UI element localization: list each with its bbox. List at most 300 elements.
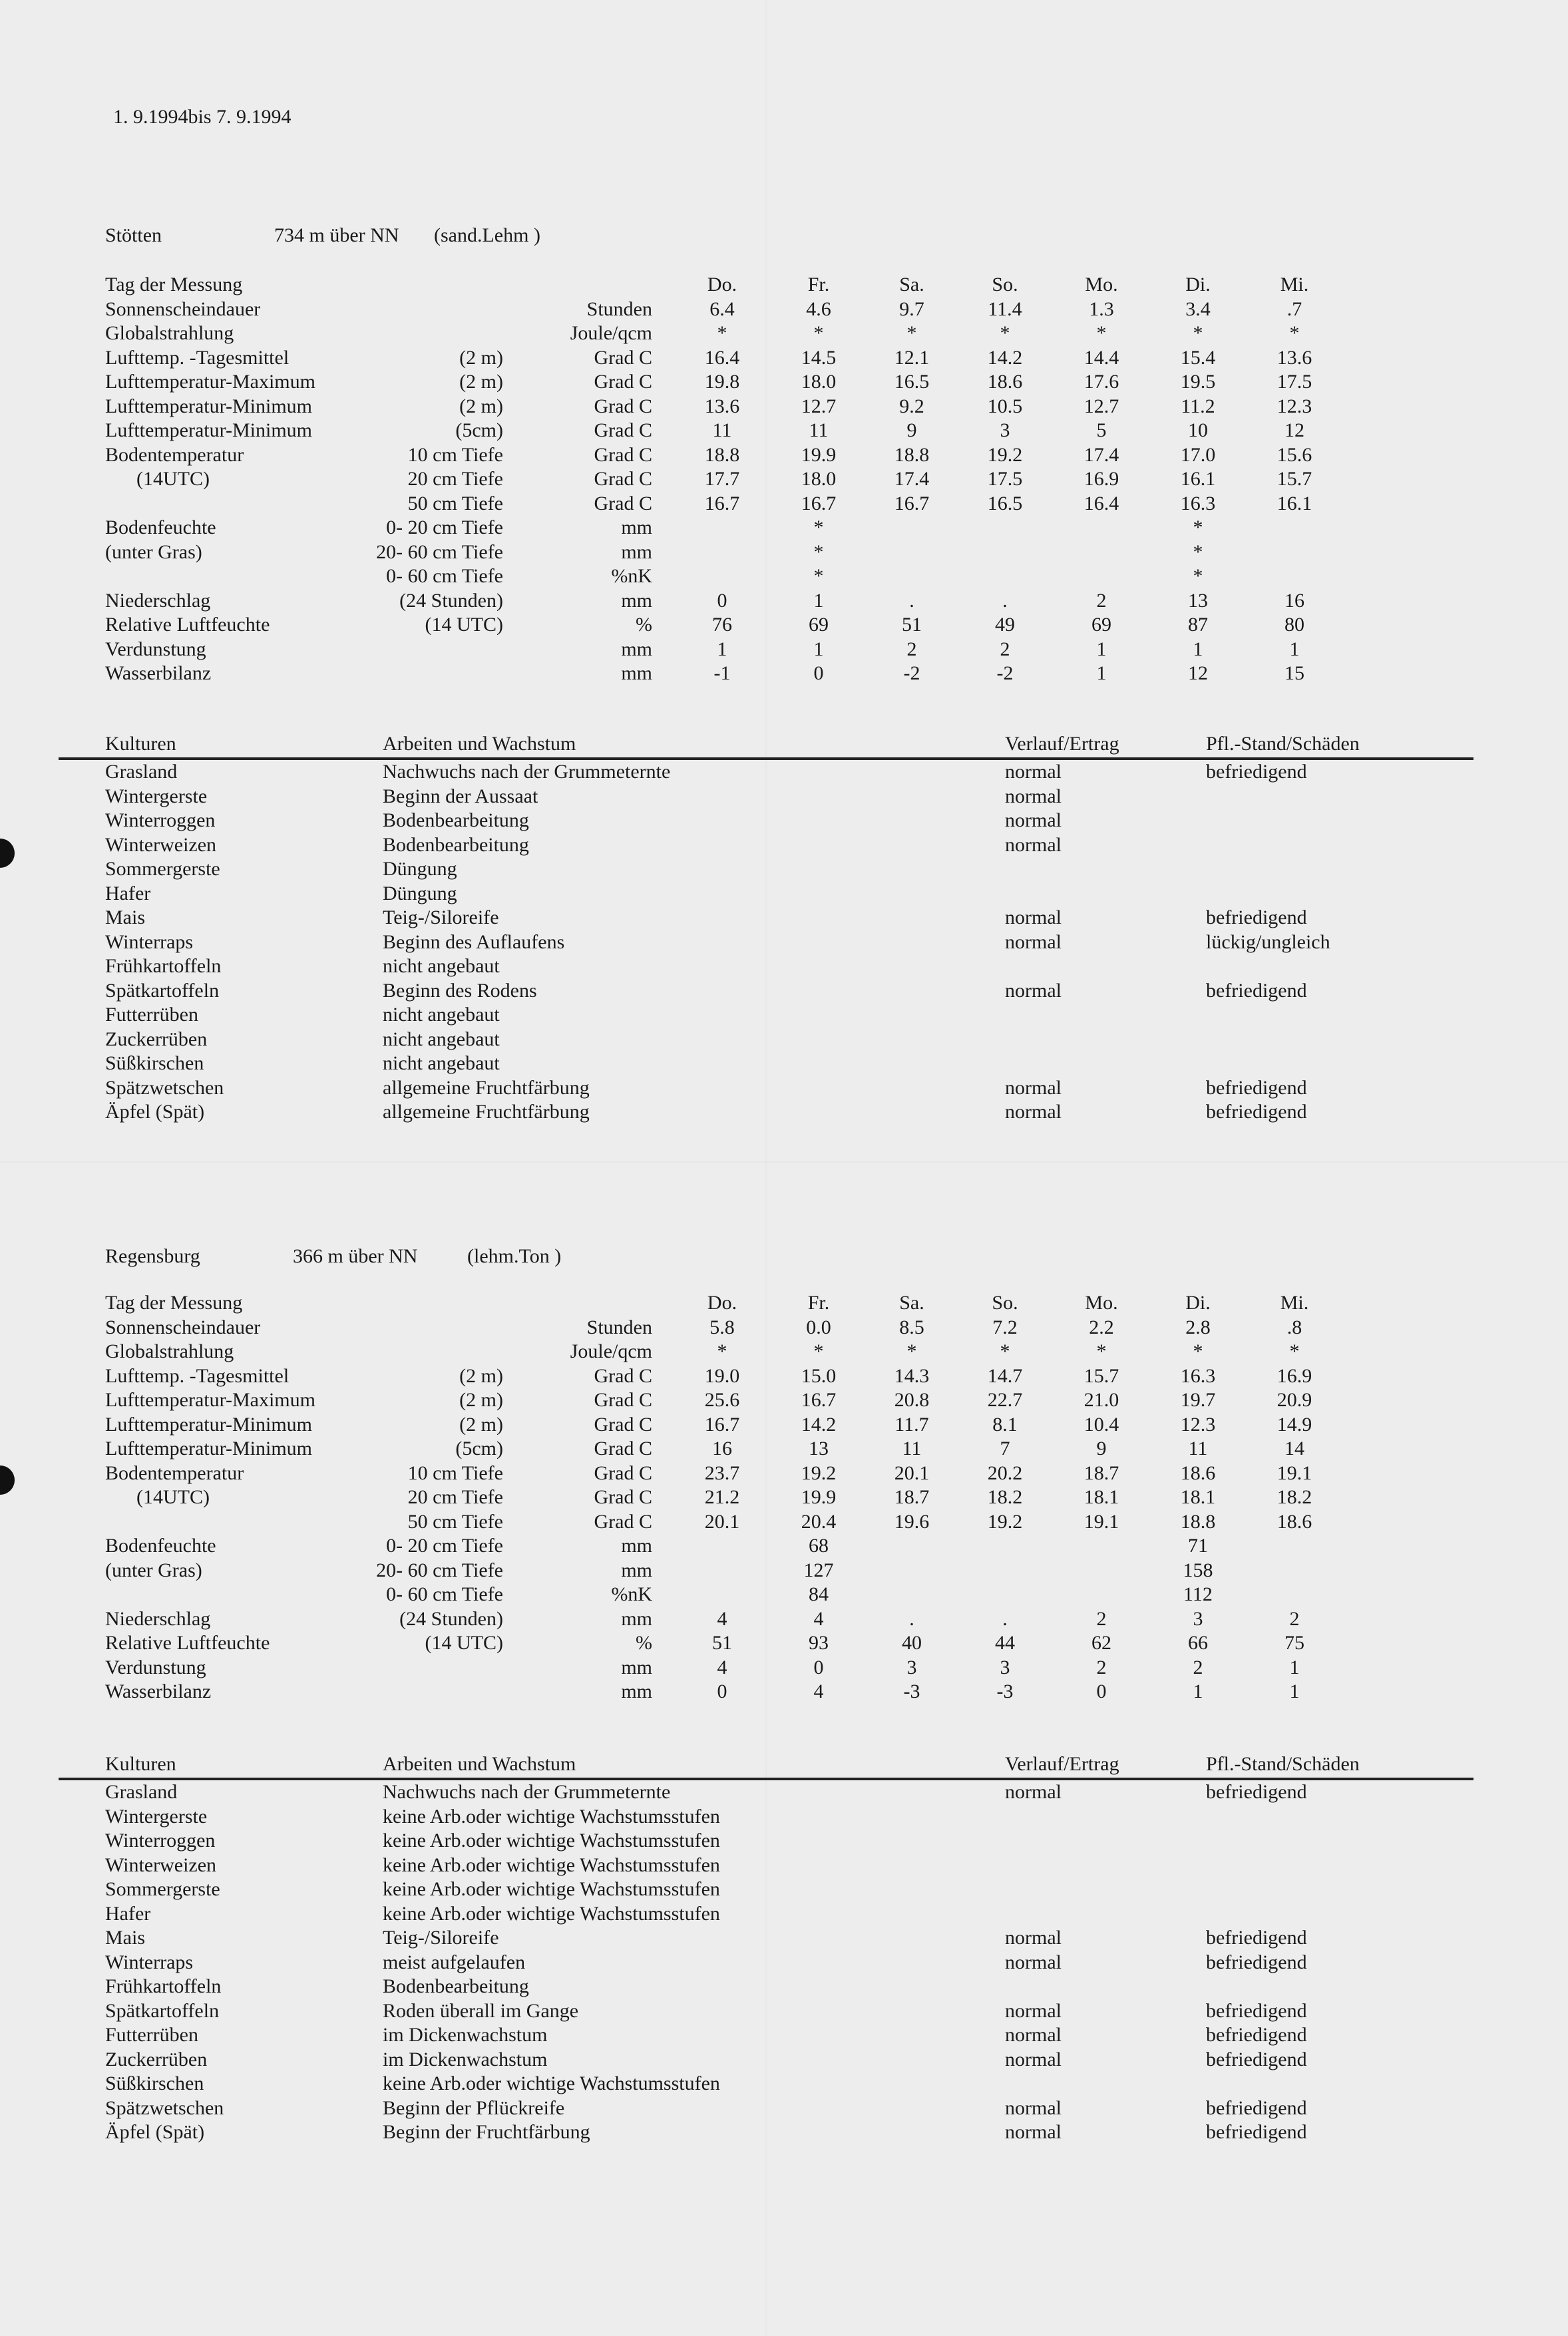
crop-crop: Spätkartoffeln (105, 1999, 220, 2022)
row-qualifier: (14 UTC) (425, 614, 503, 636)
row-label: Bodentemperatur (105, 443, 244, 466)
crop-state: befriedigend (1206, 761, 1307, 783)
crop-work: Bodenbearbeitung (383, 1975, 529, 1997)
crop-work: keine Arb.oder wichtige Wachstumsstufen (383, 1853, 720, 1876)
table-cell: .7 (1286, 297, 1302, 320)
table-cell: 1 (1289, 1656, 1300, 1678)
row-label: Lufttemperatur-Minimum (105, 1413, 312, 1436)
table-cell: 2 (906, 638, 917, 660)
crop-course: normal (1005, 1951, 1062, 1973)
crop-header-course: Verlauf/Ertrag (1005, 1753, 1119, 1775)
table-cell: 20.1 (704, 1510, 740, 1533)
table-cell: 4 (717, 1607, 727, 1630)
table-cell: 16.7 (894, 492, 930, 514)
table-cell: * (1193, 322, 1203, 344)
crop-crop: Grasland (105, 1781, 178, 1803)
table-cell: 93 (809, 1632, 829, 1654)
row-unit: Grad C (594, 1438, 652, 1460)
table-cell: * (717, 322, 727, 344)
station-elevation: 734 m über NN (274, 224, 399, 246)
table-cell: 62 (1091, 1632, 1111, 1654)
station-name: Regensburg (105, 1245, 200, 1267)
table-cell: 19.0 (704, 1364, 740, 1387)
table-cell: 11.7 (894, 1413, 929, 1436)
crop-crop: Futterrüben (105, 1004, 198, 1026)
row-qualifier: (5cm) (455, 1438, 503, 1460)
table-cell: 12 (1284, 419, 1304, 441)
row-qualifier: (2 m) (459, 1364, 503, 1387)
crop-state: befriedigend (1206, 2096, 1307, 2119)
table-cell: -2 (996, 662, 1014, 684)
crop-crop: Wintergerste (105, 785, 208, 807)
crop-work: Nachwuchs nach der Grummeternte (383, 761, 671, 783)
crop-crop: Spätzwetschen (105, 2096, 224, 2119)
table-cell: 3 (1000, 419, 1010, 441)
table-cell: 14.7 (987, 1364, 1023, 1387)
crop-header-crop: Kulturen (105, 1753, 176, 1775)
table-cell: * (906, 1340, 917, 1362)
table-cell: 15.7 (1276, 468, 1312, 490)
crop-work: im Dickenwachstum (383, 2048, 548, 2070)
row-qualifier: 0- 20 cm Tiefe (386, 516, 503, 538)
table-cell: 16.3 (1180, 1364, 1216, 1387)
row-qualifier: (5cm) (455, 419, 503, 441)
table-cell: 51 (712, 1632, 732, 1654)
row-unit: mm (621, 1607, 652, 1630)
table-cell: 2 (1096, 1656, 1107, 1678)
table-cell: * (1193, 540, 1203, 563)
table-cell: 16.7 (801, 1389, 837, 1411)
day-header: Mi. (1280, 1292, 1309, 1314)
row-unit: %nK (611, 1583, 652, 1605)
table-cell: 19.2 (801, 1461, 837, 1484)
crop-work: Beginn der Aussaat (383, 785, 538, 807)
row-label: Tag der Messung (105, 1292, 243, 1314)
crop-crop: Süßkirschen (105, 1052, 204, 1074)
table-cell: 15.0 (801, 1364, 837, 1387)
crop-course: normal (1005, 1101, 1062, 1123)
table-cell: 7.2 (992, 1316, 1018, 1338)
table-cell: 112 (1183, 1583, 1213, 1605)
table-cell: -2 (903, 662, 920, 684)
table-cell: 19.1 (1276, 1461, 1312, 1484)
table-cell: 51 (902, 614, 922, 636)
crop-header-work: Arbeiten und Wachstum (383, 1753, 576, 1775)
table-cell: 18.7 (894, 1486, 930, 1508)
crop-work: keine Arb.oder wichtige Wachstumsstufen (383, 1902, 720, 1925)
table-cell: 69 (809, 614, 829, 636)
table-cell: 44 (995, 1632, 1015, 1654)
row-unit: mm (621, 516, 652, 538)
table-cell: 19.9 (801, 1486, 837, 1508)
table-cell: 11.4 (988, 297, 1022, 320)
table-cell: 18.7 (1083, 1461, 1119, 1484)
row-label: Relative Luftfeuchte (105, 1632, 270, 1654)
table-cell: 12.1 (894, 346, 930, 369)
table-cell: -1 (713, 662, 731, 684)
crop-course: normal (1005, 979, 1062, 1002)
table-cell: 76 (712, 614, 732, 636)
table-cell: 23.7 (704, 1461, 740, 1484)
crop-crop: Futterrüben (105, 2024, 198, 2046)
crop-course: normal (1005, 809, 1062, 831)
table-cell: 13.6 (704, 395, 740, 417)
table-cell: 1 (1096, 638, 1107, 660)
table-cell: 2 (1000, 638, 1010, 660)
table-cell: 40 (902, 1632, 922, 1654)
punch-hole-upper (0, 839, 15, 868)
crop-work: meist aufgelaufen (383, 1951, 526, 1973)
row-unit: mm (621, 1535, 652, 1557)
row-qualifier: (2 m) (459, 371, 503, 393)
row-label: Lufttemperatur-Minimum (105, 1438, 312, 1460)
table-cell: 17.7 (704, 468, 740, 490)
crop-work: nicht angebaut (383, 955, 500, 977)
row-label: Bodenfeuchte (105, 516, 216, 538)
table-cell: * (1193, 516, 1203, 538)
row-label: Lufttemp. -Tagesmittel (105, 1364, 290, 1387)
punch-hole-lower (0, 1465, 15, 1495)
table-cell: * (906, 322, 917, 344)
crop-crop: Grasland (105, 761, 178, 783)
row-unit: Grad C (594, 1510, 652, 1533)
crop-work: allgemeine Fruchtfärbung (383, 1076, 590, 1099)
table-cell: 2 (1289, 1607, 1300, 1630)
day-header: Mi. (1280, 274, 1309, 295)
table-cell: 0 (1096, 1680, 1107, 1702)
crop-header-state: Pfl.-Stand/Schäden (1206, 733, 1360, 755)
row-unit: Grad C (594, 443, 652, 466)
table-cell: 75 (1284, 1632, 1304, 1654)
table-cell: 0 (717, 589, 727, 612)
row-qualifier: 0- 60 cm Tiefe (386, 1583, 503, 1605)
table-cell: 4 (717, 1656, 727, 1678)
crop-work: Beginn der Pflückreife (383, 2096, 565, 2119)
table-cell: 69 (1091, 614, 1111, 636)
table-cell: 87 (1188, 614, 1208, 636)
crop-work: Beginn der Fruchtfärbung (383, 2121, 590, 2143)
crop-state: befriedigend (1206, 906, 1307, 928)
crop-crop: Winterroggen (105, 1830, 216, 1851)
row-unit: mm (621, 638, 652, 660)
row-qualifier: 50 cm Tiefe (407, 1510, 503, 1533)
crop-crop: Winterweizen (105, 833, 217, 856)
day-header: Di. (1185, 274, 1211, 295)
row-qualifier: (24 Stunden) (399, 1607, 503, 1630)
table-cell: 17.4 (1083, 443, 1119, 466)
table-cell: 1 (813, 589, 824, 612)
crop-state: befriedigend (1206, 2024, 1307, 2046)
crop-work: Nachwuchs nach der Grummeternte (383, 1781, 671, 1803)
table-cell: 3 (1000, 1656, 1010, 1678)
table-cell: 4 (813, 1680, 824, 1702)
table-cell: 10.4 (1083, 1413, 1119, 1436)
row-label: Lufttemperatur-Minimum (105, 395, 312, 417)
crop-course: normal (1005, 930, 1062, 953)
crop-crop: Sommergerste (105, 858, 220, 880)
crop-course: normal (1005, 1781, 1062, 1803)
day-header: Do. (707, 274, 737, 295)
table-cell: 14.3 (894, 1364, 930, 1387)
row-unit: % (636, 1632, 652, 1654)
row-label: Niederschlag (105, 589, 211, 612)
row-qualifier: 50 cm Tiefe (407, 492, 503, 514)
row-unit: mm (621, 1680, 652, 1702)
row-label: Bodentemperatur (105, 1461, 244, 1484)
table-cell: 14.9 (1276, 1413, 1312, 1436)
table-cell: 1 (1289, 1680, 1300, 1702)
row-unit: Stunden (586, 1316, 652, 1338)
table-cell: 19.2 (987, 1510, 1023, 1533)
table-cell: 18.0 (801, 371, 837, 393)
table-cell: 11 (1188, 1438, 1208, 1460)
row-unit: Grad C (594, 1461, 652, 1484)
table-cell: 18.8 (894, 443, 930, 466)
station-name: Stötten (105, 224, 162, 246)
crop-crop: Äpfel (Spät) (105, 2121, 205, 2143)
crop-crop: Mais (105, 906, 145, 928)
crop-course: normal (1005, 2121, 1062, 2143)
row-label: Wasserbilanz (105, 662, 212, 684)
table-cell: 13 (809, 1438, 829, 1460)
table-cell: 16 (712, 1438, 732, 1460)
table-cell: * (813, 516, 824, 538)
crop-work: im Dickenwachstum (383, 2024, 548, 2046)
row-qualifier: (2 m) (459, 395, 503, 417)
table-cell: . (1002, 589, 1008, 612)
table-cell: 14 (1284, 1438, 1304, 1460)
row-unit: mm (621, 1656, 652, 1678)
table-cell: 1 (1289, 638, 1300, 660)
crop-course: normal (1005, 833, 1062, 856)
crop-header-work: Arbeiten und Wachstum (383, 733, 576, 755)
table-cell: 15.6 (1276, 443, 1312, 466)
table-cell: * (1000, 322, 1010, 344)
row-label: Relative Luftfeuchte (105, 614, 270, 636)
table-cell: 19.5 (1180, 371, 1216, 393)
row-qualifier: 20 cm Tiefe (407, 1486, 503, 1508)
table-cell: * (717, 1340, 727, 1362)
table-cell: 1 (1096, 662, 1107, 684)
table-cell: 18.1 (1180, 1486, 1216, 1508)
row-label: Lufttemperatur-Minimum (105, 419, 312, 441)
crop-crop: Zuckerrüben (105, 1028, 208, 1050)
crop-work: Düngung (383, 882, 457, 904)
day-header: So. (992, 274, 1018, 295)
table-cell: -3 (996, 1680, 1014, 1702)
table-cell: 18.2 (1276, 1486, 1312, 1508)
crop-state: befriedigend (1206, 1076, 1307, 1099)
table-cell: 16.4 (1083, 492, 1119, 514)
table-cell: 16.5 (987, 492, 1023, 514)
row-qualifier: 10 cm Tiefe (407, 443, 503, 466)
crop-crop: Äpfel (Spät) (105, 1101, 205, 1123)
table-cell: 158 (1183, 1559, 1213, 1581)
row-label: Lufttemperatur-Maximum (105, 1389, 315, 1411)
crop-crop: Winterroggen (105, 809, 216, 831)
table-cell: 13.6 (1276, 346, 1312, 369)
day-header: Fr. (807, 1292, 830, 1314)
row-unit: mm (621, 589, 652, 612)
fold-line-horizontal (0, 1161, 1568, 1163)
crop-state: befriedigend (1206, 1927, 1307, 1949)
table-cell: 16.7 (704, 492, 740, 514)
table-cell: 12.7 (801, 395, 837, 417)
crop-work: nicht angebaut (383, 1004, 500, 1026)
table-cell: 12 (1188, 662, 1208, 684)
row-qualifier: (24 Stunden) (399, 589, 503, 612)
row-qualifier: 0- 60 cm Tiefe (386, 565, 503, 587)
table-cell: 18.6 (1276, 1510, 1312, 1533)
row-unit: Grad C (594, 1413, 652, 1436)
crop-crop: Frühkartoffeln (105, 955, 222, 977)
crop-state: befriedigend (1206, 1999, 1307, 2022)
table-cell: 18.8 (1180, 1510, 1216, 1533)
crop-crop: Wintergerste (105, 1805, 208, 1828)
table-cell: 20.1 (894, 1461, 930, 1484)
day-header: Do. (707, 1292, 737, 1314)
table-cell: 17.5 (1276, 371, 1312, 393)
table-cell: 68 (809, 1535, 829, 1557)
table-cell: 17.4 (894, 468, 930, 490)
day-header: Fr. (807, 274, 830, 295)
row-unit: Grad C (594, 371, 652, 393)
table-cell: 71 (1188, 1535, 1208, 1557)
table-cell: 20.9 (1276, 1389, 1312, 1411)
table-cell: 6.4 (709, 297, 735, 320)
table-cell: 21.0 (1083, 1389, 1119, 1411)
table-cell: 19.8 (704, 371, 740, 393)
table-cell: 16.9 (1083, 468, 1119, 490)
table-cell: 49 (995, 614, 1015, 636)
table-cell: . (1002, 1607, 1008, 1630)
table-cell: 16.7 (704, 1413, 740, 1436)
table-cell: 18.6 (1180, 1461, 1216, 1484)
table-cell: 2 (1193, 1656, 1203, 1678)
row-label: Tag der Messung (105, 274, 243, 295)
crop-crop: Winterraps (105, 1951, 194, 1973)
table-cell: * (1193, 1340, 1203, 1362)
table-cell: 19.9 (801, 443, 837, 466)
table-cell: 13 (1188, 589, 1208, 612)
row-label: Lufttemp. -Tagesmittel (105, 346, 290, 369)
table-cell: 7 (1000, 1438, 1010, 1460)
table-cell: * (1096, 322, 1107, 344)
crop-course: normal (1005, 785, 1062, 807)
row-unit: Grad C (594, 492, 652, 514)
row-label: Verdunstung (105, 1656, 206, 1678)
row-label: Wasserbilanz (105, 1680, 212, 1702)
crop-state: befriedigend (1206, 979, 1307, 1002)
table-cell: 18.8 (704, 443, 740, 466)
table-cell: 10 (1188, 419, 1208, 441)
table-cell: 3 (1193, 1607, 1203, 1630)
day-header: Sa. (899, 1292, 924, 1314)
row-unit: Grad C (594, 1486, 652, 1508)
row-unit: %nK (611, 565, 652, 587)
row-label: (unter Gras) (105, 540, 202, 563)
table-cell: 12.7 (1083, 395, 1119, 417)
table-cell: .8 (1286, 1316, 1302, 1338)
crop-state: lückig/ungleich (1206, 930, 1330, 953)
table-cell: 1 (717, 638, 727, 660)
table-cell: 5.8 (709, 1316, 735, 1338)
table-cell: 14.2 (801, 1413, 837, 1436)
station-soil: (lehm.Ton ) (467, 1245, 562, 1267)
table-cell: 20.8 (894, 1389, 930, 1411)
crop-work: Teig-/Siloreife (383, 906, 499, 928)
table-cell: 16 (1284, 589, 1304, 612)
row-qualifier: 0- 20 cm Tiefe (386, 1535, 503, 1557)
crop-course: normal (1005, 2048, 1062, 2070)
table-cell: * (1096, 1340, 1107, 1362)
row-unit: Grad C (594, 1364, 652, 1387)
table-cell: 0.0 (806, 1316, 831, 1338)
table-cell: 10.5 (987, 395, 1023, 417)
table-cell: 20.2 (987, 1461, 1023, 1484)
crop-state: befriedigend (1206, 1951, 1307, 1973)
table-cell: 18.0 (801, 468, 837, 490)
crop-crop: Hafer (105, 1902, 151, 1925)
table-cell: 17.5 (987, 468, 1023, 490)
table-cell: 3 (906, 1656, 917, 1678)
table-cell: 9.2 (899, 395, 924, 417)
crop-state: befriedigend (1206, 1781, 1307, 1803)
table-cell: 1 (1193, 1680, 1203, 1702)
table-cell: 16.5 (894, 371, 930, 393)
table-cell: 17.6 (1083, 371, 1119, 393)
crop-course: normal (1005, 761, 1062, 783)
table-cell: 21.2 (704, 1486, 740, 1508)
table-cell: * (813, 565, 824, 587)
crop-crop: Spätzwetschen (105, 1076, 224, 1099)
table-cell: 12.3 (1180, 1413, 1216, 1436)
table-cell: 80 (1284, 614, 1304, 636)
table-cell: 19.1 (1083, 1510, 1119, 1533)
crop-course: normal (1005, 1999, 1062, 2022)
table-cell: 1 (1193, 638, 1203, 660)
row-qualifier: (2 m) (459, 1413, 503, 1436)
row-label: Sonnenscheindauer (105, 297, 261, 320)
table-cell: 2 (1096, 589, 1107, 612)
table-cell: 22.7 (987, 1389, 1023, 1411)
table-cell: 12.3 (1276, 395, 1312, 417)
table-cell: 11 (712, 419, 732, 441)
table-cell: 127 (803, 1559, 834, 1581)
table-cell: . (909, 589, 914, 612)
table-cell: 9 (1096, 1438, 1107, 1460)
table-cell: 19.6 (894, 1510, 930, 1533)
crop-course: normal (1005, 2024, 1062, 2046)
table-cell: * (1193, 565, 1203, 587)
row-qualifier: (2 m) (459, 346, 503, 369)
table-cell: 0 (813, 662, 824, 684)
row-unit: Grad C (594, 395, 652, 417)
row-unit: Grad C (594, 419, 652, 441)
day-header: Di. (1185, 1292, 1211, 1314)
crop-work: Teig-/Siloreife (383, 1927, 499, 1949)
table-cell: 9.7 (899, 297, 924, 320)
table-cell: * (813, 1340, 824, 1362)
row-qualifier: 10 cm Tiefe (407, 1461, 503, 1484)
table-cell: 4.6 (806, 297, 831, 320)
crop-course: normal (1005, 906, 1062, 928)
crop-state: befriedigend (1206, 2121, 1307, 2143)
crop-work: Bodenbearbeitung (383, 809, 529, 831)
crop-work: allgemeine Fruchtfärbung (383, 1101, 590, 1123)
row-qualifier: (2 m) (459, 1389, 503, 1411)
table-cell: 4 (813, 1607, 824, 1630)
